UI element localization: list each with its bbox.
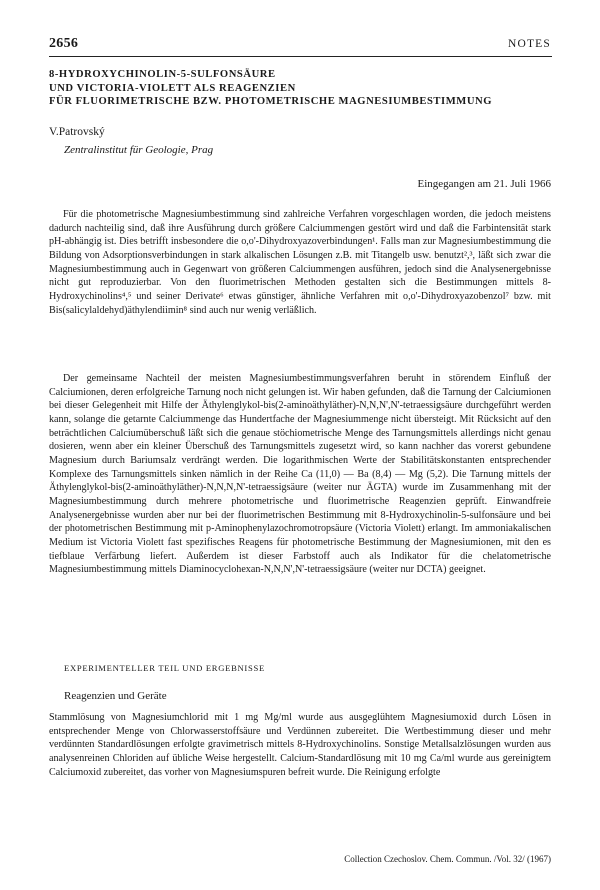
body-paragraph-3 xyxy=(49,711,551,779)
author-name: V.Patrovský xyxy=(49,126,105,138)
received-date: Eingegangen am 21. Juli 1966 xyxy=(417,178,551,190)
title-line: UND VICTORIA-VIOLETT ALS REAGENZIEN xyxy=(49,82,296,94)
paragraph-text: Stammlösung von Magnesiumchlorid mit 1 mg Mg/ml wurde aus ausgeglühtem Magnesiumoxid durch Lösen in entsprechender Menge von Chlorwasserstoffsäure und Verdünnen zubereitet. Die Wertbestimmung dieser und mehr verdünnten Standardlösungen erfolgte gravimetrisch mittels 8-Hydroxychinolins. Sonstige Metallsalzlösungen wurden aus analysenreinen Chloriden auf übliche Weise hergestellt. Calcium-Standardlösung mit 10 mg Ca/ml wurde aus gereinigtem Calciumoxid zubereitet, das vorher von Magnesiumspuren befreit wurde. Die Reinigung erfolgte xyxy=(49,712,551,778)
section-heading: EXPERIMENTELLER TEIL UND ERGEBNISSE xyxy=(64,663,265,673)
body-paragraph-1 xyxy=(49,208,551,317)
journal-citation-footer: Collection Czechoslov. Chem. Commun. /Vol. 32/ (1967) xyxy=(344,854,551,864)
paragraph-text: Der gemeinsame Nachteil der meisten Magnesiumbestimmungsverfahren beruht in störendem Einfluß der Calciumionen, deren erfolgreiche Tarnung noch nicht gelungen ist. Wir haben gefunden, daß die Tarnung der Calciumionen bei dieser Gelegenheit mit Hilfe der Äthylenglykol-bis(2-aminoäthyläther)-N,N,N',N'-tetraessigsäure durchgeführt werden kann, solange die getarnte Calciummenge das Hundertfache der Magnesiummenge nicht übersteigt. Mit Rücksicht auf den beträchtlichen Calciumüberschuß läßt sich die genaue stöchiometrische Menge des Tarnungsmittels allerdings nicht genau dosieren, wenn aber ein kleiner Überschuß des Tarnungsmittels zugesetzt wird, so kann nachher das vorerst gebundene Magnesium durch Bariumsalz verdrängt werden. Die logarithmischen Werte der Stabilitätskonstanten entsprechender Komplexe des Tarnungsmittels sinken nämlich in der Reihe Ca (11,0) — Ba (8,4) — Mg (5,2). Die Tarnung mittels der Äthylenglykol-bis(2-aminoäthyläther)-N,N,N,N'-tetraessigsäure (weiter nur ÄGTA) wurde im Zusammenhang mit der Magnesiumbestimmung durch mehrere photometrische und fluorimetrische Reagenzien geprüft. Einwandfreie Analysenergebnisse wurden aber nur bei der fluorimetrischen Bestimmung mit 8-Hydroxychinolin-5-sulfonsäure und bei der photometrischen Bestimmung mit p-Aminophenylazochromotropsäure (Victoria Violett) erlangt. Im ammoniakalischen Medium ist Victoria Violett fast spezifisches Reagens für photometrische Bestimmung der Magnesiumionen, mit den es tiefblaue Verfärbung liefert. Außerdem ist dieser Farbstoff auch als Indikator für die chelatometrische Magnesiumbestimmung mittels Diaminocyclohexan-N,N,N',N'-tetraessigsäure (weiter nur DCTA) geeignet. xyxy=(49,373,551,576)
title-line: 8-HYDROXYCHINOLIN-5-SULFONSÄURE xyxy=(49,69,276,80)
article-title xyxy=(49,68,569,109)
header-rule xyxy=(49,56,552,57)
author-affiliation: Zentralinstitut für Geologie, Prag xyxy=(64,144,214,156)
paragraph-text: Für die photometrische Magnesiumbestimmung sind zahlreiche Verfahren vorgeschlagen worden, die jedoch meistens dadurch nachteilig sind, daß ihre Ausführung durch größere Calciummengen gestört wird und daß die Farbintensität stark pH-abhängig ist. Dies betrifft insbesondere die o,o'-Dihydroxyazoverbindungen¹. Falls man zur Magnesiumbestimmung die Bildung von Adsorptionsverbindungen in stark alkalischen Lösungen z.B. mit Titangelb usw. benutzt²,³, läßt sich zwar die Magnesiumbestimmung auch in Gegenwart von größeren Calciummengen ausführen, jedoch sind die Analysenergebnisse nicht gut reproduzierbar. Von den fluorimetrischen Methoden gestalten sich die Bestimmungen mittels 8-Hydroxychinolins⁴,⁵ und seiner Derivate⁶ etwas günstiger, ähnliche Verfahren mit o,o'-Dihydroxyazobenzol⁷ bzw. mit Bis(salicylaldehyd)äthylendiimin⁸ sind auch nur wenig verläßlich. xyxy=(49,209,551,316)
title-line: FÜR FLUORIMETRISCHE BZW. PHOTOMETRISCHE MAGNESIUMBESTIMMUNG xyxy=(49,96,493,108)
subsection-heading: Reagenzien und Geräte xyxy=(64,690,167,702)
running-header: NOTES xyxy=(507,38,551,50)
body-paragraph-2 xyxy=(49,372,551,577)
page-number: 2656 xyxy=(49,36,79,51)
